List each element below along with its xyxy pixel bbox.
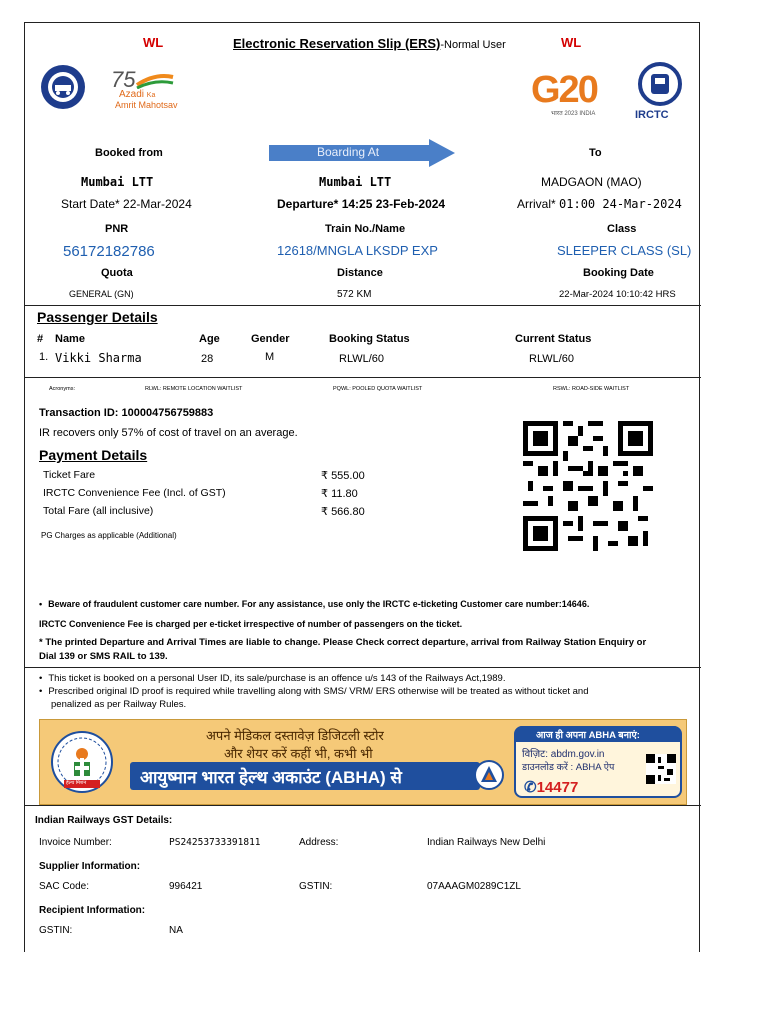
abha-line2: और शेयर करें कहीं भी, कभी भी (224, 746, 373, 761)
passenger-header-booking-status: Booking Status (329, 333, 410, 345)
booking-date-value: 22-Mar-2024 10:10:42 HRS (559, 289, 676, 300)
passenger-age: 28 (201, 353, 214, 365)
address-value: Indian Railways New Delhi (427, 837, 546, 848)
gstin-value: 07AAAGM0289C1ZL (427, 881, 521, 892)
abha-qr-icon (646, 754, 676, 784)
passenger-header-age: Age (199, 333, 220, 345)
sac-label: SAC Code: (39, 881, 90, 892)
rupee-icon: ₹ (321, 488, 328, 500)
address-label: Address: (299, 837, 339, 848)
abha-download: डाउनलोड करें : ABHA ऐप (522, 762, 615, 773)
notice-convenience-fee: IRCTC Convenience Fee is charged per e-ticket irrespective of number of passengers on the ticket. (39, 619, 463, 629)
boarding-station: Mumbai LTT (319, 175, 392, 189)
boarding-at-label: Boarding At (317, 145, 380, 159)
passenger-header-name: Name (55, 333, 85, 345)
passenger-header-current-status: Current Status (515, 333, 592, 345)
acronym-pqwl: PQWL: POOLED QUOTA WAITLIST (333, 386, 423, 392)
indian-railways-logo (39, 63, 87, 116)
g20-text: G20 (531, 69, 597, 111)
passenger-name: Vikki Sharma (55, 351, 142, 365)
ticket-fare-value: ₹ 555.00 (321, 470, 365, 482)
distance-label: Distance (337, 267, 383, 279)
supplier-title: Supplier Information: (39, 861, 141, 872)
azadi-number: 75 (111, 67, 136, 92)
invoice-value: PS24253733391811 (169, 837, 261, 848)
gstin-label: GSTIN: (299, 881, 333, 892)
recipient-gstin-label: GSTIN: (39, 925, 73, 936)
notice-id-proof-line1: • Prescribed original ID proof is required while travelling along with SMS/ VRM/ ERS otherwise will be treated as without ticket and (39, 686, 589, 697)
qr-code (523, 421, 653, 551)
sac-value: 996421 (169, 881, 203, 892)
abha-info-box (514, 726, 682, 798)
health-mission-logo (50, 730, 114, 794)
to-label: To (589, 147, 602, 159)
boarding-at-arrow (269, 139, 455, 167)
divider (25, 667, 701, 668)
acronyms-label: Acronyms: (49, 386, 75, 392)
convenience-fee-value: ₹ 11.80 (321, 488, 358, 500)
phone-icon: ✆ (524, 779, 537, 796)
gst-title: Indian Railways GST Details: (35, 815, 173, 826)
notice-personal-id: • This ticket is booked on a personal User ID, its sale/purchase is an offence u/s 143 of the Railways Act,1989. (39, 673, 506, 684)
invoice-label: Invoice Number: (39, 837, 112, 848)
irctc-logo (631, 61, 689, 125)
abha-band (130, 762, 480, 790)
passenger-header-gender: Gender (251, 333, 290, 345)
divider (25, 377, 701, 378)
abha-phone: ✆14477 (524, 779, 579, 796)
start-date: Start Date* 22-Mar-2024 (61, 197, 192, 211)
notice-times-line1: * The printed Departure and Arrival Times are liable to change. Please Check correct departure, arrival from Railway Station Enquiry or (39, 637, 647, 648)
destination-station: MADGAON (MAO) (541, 175, 642, 189)
total-fare-label: Total Fare (all inclusive) (43, 505, 154, 517)
recipient-title: Recipient Information: (39, 905, 146, 916)
ir-recovers-note: IR recovers only 57% of cost of travel on an average. (39, 427, 298, 439)
notice-id-proof-line2: penalized as per Railway Rules. (51, 699, 187, 710)
passenger-booking-status: RLWL/60 (339, 353, 385, 365)
abha-right-title: आज ही अपना ABHA बनाएं: (536, 730, 640, 741)
passenger-num: 1. (39, 351, 49, 363)
notice-times-line2: Dial 139 or SMS RAIL to 139. (39, 651, 168, 662)
logo-caption: हेल्थ मिशन (66, 780, 87, 786)
rupee-icon: ₹ (321, 506, 328, 518)
total-fare-value: ₹ 566.80 (321, 506, 365, 518)
g20-subtitle: भारत 2023 INDIA (551, 111, 596, 117)
arrival: Arrival* 01:00 24-Mar-2024 (517, 197, 682, 211)
g20-logo (531, 69, 613, 121)
azadi-text: Azadi Ka (119, 89, 156, 100)
ticket-frame (24, 22, 700, 952)
abha-app-icon (474, 760, 504, 790)
amrit-mahotsav-text: Amrit Mahotsav (115, 100, 178, 110)
acronym-rlwl: RLWL: REMOTE LOCATION WAITLIST (145, 386, 243, 392)
pg-charges-note: PG Charges as applicable (Additional) (41, 531, 177, 540)
payment-details-title: Payment Details (39, 447, 148, 463)
divider (25, 305, 701, 306)
waitlist-badge-left: WL (143, 35, 164, 50)
ers-title-suffix: -Normal User (440, 39, 506, 51)
class-label: Class (607, 223, 637, 235)
passenger-details-title: Passenger Details (37, 309, 158, 325)
convenience-fee-label: IRCTC Convenience Fee (Incl. of GST) (43, 487, 226, 499)
distance-value: 572 KM (337, 289, 372, 300)
abha-banner (39, 719, 687, 805)
train-label: Train No./Name (325, 223, 406, 235)
ticket-fare-label: Ticket Fare (43, 469, 96, 481)
ers-title-main: Electronic Reservation Slip (ERS) (233, 36, 441, 51)
acronym-rswl: RSWL: ROAD-SIDE WAITLIST (553, 386, 630, 392)
abha-line1: अपने मेडिकल दस्तावेज़ डिजिटली स्टोर (206, 728, 384, 743)
azadi-ka-amrit-mahotsav-logo (111, 67, 201, 113)
class-value: SLEEPER CLASS (SL) (557, 243, 692, 258)
departure: Departure* 14:25 23-Feb-2024 (277, 197, 446, 211)
passenger-gender: M (265, 351, 275, 363)
train-name: 12618/MNGLA LKSDP EXP (277, 243, 438, 258)
abha-visit: विज़िट: abdm.gov.in (522, 749, 605, 760)
transaction-id: Transaction ID: 100004756759883 (39, 407, 214, 419)
notice-fraud: • Beware of fraudulent customer care number. For any assistance, use only the IRCTC e-ticketing Customer care number:14646. (39, 599, 590, 609)
pnr-label: PNR (105, 223, 129, 235)
waitlist-badge-right: WL (561, 35, 582, 50)
irctc-text: IRCTC (635, 109, 669, 121)
ers-title (233, 35, 506, 53)
passenger-header-num: # (37, 333, 44, 345)
booked-from-station: Mumbai LTT (81, 175, 154, 189)
booked-from-label: Booked from (95, 147, 163, 159)
rupee-icon: ₹ (321, 470, 328, 482)
pnr-number: 56172182786 (63, 243, 155, 260)
abha-band-text: आयुष्मान भारत हेल्थ अकाउंट (ABHA) से (140, 768, 402, 787)
quota-label: Quota (101, 267, 133, 279)
recipient-gstin-value: NA (169, 925, 183, 936)
divider (25, 805, 701, 806)
quota-value: GENERAL (GN) (69, 289, 134, 299)
passenger-current-status: RLWL/60 (529, 353, 575, 365)
booking-date-label: Booking Date (583, 267, 654, 279)
